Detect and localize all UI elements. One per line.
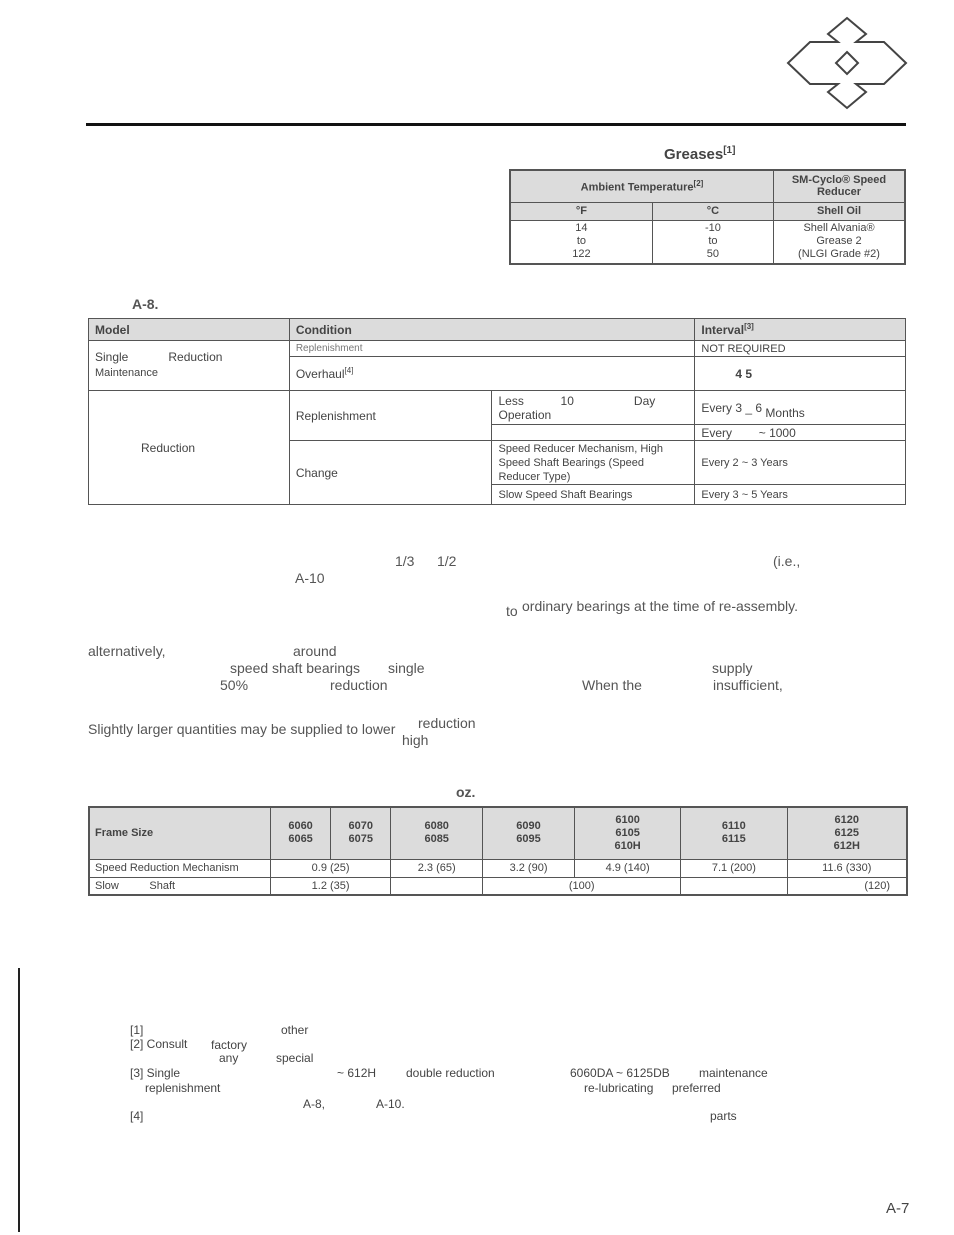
slightly-larger-text: Slightly larger quantities may be supplied to lower <box>88 721 396 737</box>
frame-size: 6100 6105 610H <box>574 807 680 859</box>
overhaul-interval: 4 5 <box>695 357 906 391</box>
footnote-4-parts: parts <box>710 1109 737 1123</box>
supply-text: supply <box>712 660 753 676</box>
a10-ref: A-10 <box>295 570 325 586</box>
frame-size: 6090 6095 <box>483 807 575 859</box>
footnote-2-special: special <box>276 1051 314 1065</box>
mechanism-value: 11.6 (330) <box>787 859 907 877</box>
f-values: 14 to 122 <box>510 220 652 264</box>
model-header: Model <box>89 319 290 341</box>
oil-value: Shell Alvania® Grease 2 (NLGI Grade #2) <box>774 220 906 264</box>
reduction-text-2: reduction <box>418 715 476 731</box>
footnote-3-maint: maintenance <box>699 1066 768 1080</box>
footnote-3-a8: A-8, <box>303 1097 326 1111</box>
mechanism-value: 4.9 (140) <box>574 859 680 877</box>
interval-table <box>88 318 906 505</box>
header-rule <box>86 123 906 126</box>
less-than-10-day: Less 10 Day Operation <box>492 391 695 425</box>
footnote-1-text: other <box>281 1023 309 1037</box>
footnote-2-ref: [2] Consult <box>130 1037 188 1051</box>
slow-shaft-value: 1.2 (35) <box>271 877 391 895</box>
condition-header: Condition <box>289 319 695 341</box>
unit-f: °F <box>510 202 652 220</box>
footnote-3-pref: preferred <box>672 1081 721 1095</box>
change-mechanism-interval: Every 2 ~ 3 Years <box>695 441 906 485</box>
ie-text: (i.e., <box>773 553 801 569</box>
footnote-3-double: double reduction <box>406 1066 495 1080</box>
insufficient-text: insufficient, <box>713 677 783 693</box>
mechanism-value: 7.1 (200) <box>681 859 787 877</box>
single-model-cell: Single Reduction Maintenance <box>89 341 290 391</box>
frame-size: 6060 6065 <box>271 807 331 859</box>
change-label: Change <box>289 441 492 505</box>
slow-shaft-value <box>391 877 483 895</box>
every-3-6-months: Every 3 _ 6 Months <box>695 391 906 425</box>
mechanism-label: Speed Reduction Mechanism <box>89 859 271 877</box>
overhaul-cell: Overhaul[4] <box>289 357 695 391</box>
frame-size: 6080 6085 <box>391 807 483 859</box>
footnote-3-repl: replenishment <box>145 1081 221 1095</box>
footnote-3-612h: ~ 612H <box>337 1066 377 1080</box>
reducer-header: SM-Cyclo® Speed Reducer <box>774 170 906 202</box>
high-text: high <box>402 732 429 748</box>
grease-table <box>509 169 906 265</box>
blank-condition <box>492 425 695 441</box>
replenishment-label: Replenishment <box>289 391 492 441</box>
slow-shaft-value: (120) <box>787 877 907 895</box>
mechanism-value: 2.3 (65) <box>391 859 483 877</box>
fraction-a: 1/3 <box>395 553 415 569</box>
reduction-text: reduction <box>330 677 388 693</box>
change-slow-shaft-interval: Every 3 ~ 5 Years <box>695 485 906 505</box>
reassembly-text: ordinary bearings at the time of re-assembly. <box>522 598 798 614</box>
to-text: to <box>506 603 518 619</box>
around-text: around <box>293 643 337 659</box>
c-values: -10 to 50 <box>652 220 773 264</box>
fraction-b: 1/2 <box>437 553 457 569</box>
frame-size: 6110 6115 <box>681 807 787 859</box>
mechanism-value: 0.9 (25) <box>271 859 391 877</box>
frame-size: 6070 6075 <box>331 807 391 859</box>
footnote-2-any: any <box>219 1051 239 1065</box>
footnote-3-ref: [3] Single <box>130 1066 181 1080</box>
ambient-header: Ambient Temperature[2] <box>510 170 774 202</box>
footnote-3-relub: re-lubricating <box>584 1081 654 1095</box>
oil-header: Shell Oil <box>774 202 906 220</box>
mechanism-value: 3.2 (90) <box>483 859 575 877</box>
replenishment-cut: Replenishment <box>289 341 695 357</box>
speed-shaft-text: speed shaft bearings <box>230 660 360 676</box>
company-logo-icon <box>784 14 910 112</box>
page-number: A-7 <box>886 1200 910 1217</box>
slow-shaft-value: (100) <box>483 877 681 895</box>
slow-shaft-label: Slow Shaft <box>89 877 271 895</box>
grease-quantity-table <box>88 806 908 896</box>
frame-size: 6120 6125 612H <box>787 807 907 859</box>
not-required: NOT REQUIRED <box>695 341 906 357</box>
footnote-1-ref: [1] <box>130 1023 144 1037</box>
unit-c: °C <box>652 202 773 220</box>
margin-rule <box>18 968 20 1232</box>
frame-size-header: Frame Size <box>89 807 271 859</box>
alternatively-text: alternatively, <box>88 643 166 659</box>
grease-table-title: Greases[1] <box>664 145 736 163</box>
double-model-cell: Reduction <box>89 391 290 505</box>
interval-header: Interval[3] <box>695 319 906 341</box>
when-the-text: When the <box>582 677 642 693</box>
footnote-3-a10: A-10. <box>376 1097 405 1111</box>
footnote-4-ref: [4] <box>130 1109 144 1123</box>
slow-shaft-value <box>681 877 787 895</box>
footnote-3-models: 6060DA ~ 6125DB <box>570 1066 670 1080</box>
change-mechanism: Speed Reducer Mechanism, High Speed Shaft Bearings (Speed Reducer Type) <box>492 441 695 485</box>
footnote-2-factory: factory <box>211 1038 248 1052</box>
interval-table-caption: A-8. <box>132 296 159 312</box>
oz-text: oz. <box>456 784 476 800</box>
every-1000: Every ~ 1000 <box>695 425 906 441</box>
change-slow-shaft: Slow Speed Shaft Bearings <box>492 485 695 505</box>
single-text: single <box>388 660 425 676</box>
fifty-percent: 50% <box>220 677 249 693</box>
